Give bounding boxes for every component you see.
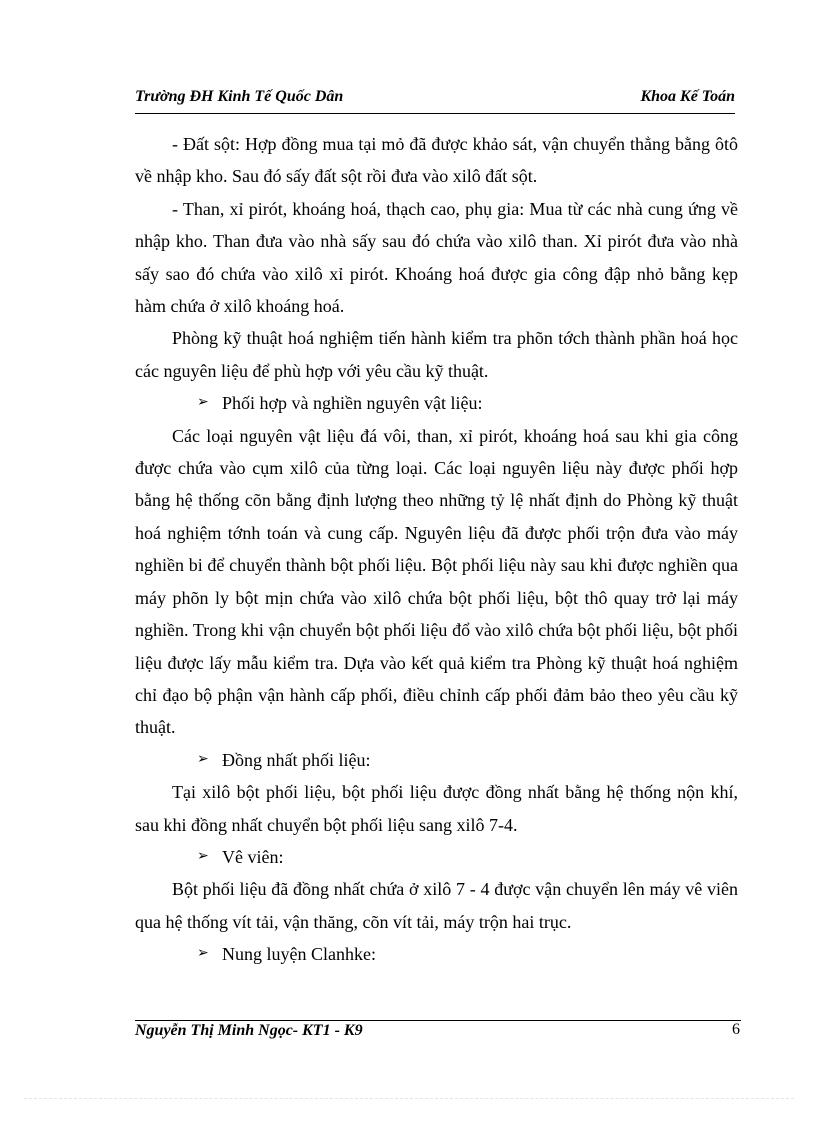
section-heading	[135, 938, 738, 970]
paragraph: Tại xilô bột phối liệu, bột phối liệu được đồng nhất bằng hệ thống nộn khí, sau khi đồng nhất chuyển bột phối liệu sang xilô 7-4.	[135, 782, 738, 835]
arrow-bullet-icon: ➢	[197, 751, 209, 767]
paragraph: Bột phối liệu đã đồng nhất chứa ở xilô 7 - 4 được vận chuyển lên máy vê viên qua hệ thống vít tải, vận thăng, cõn vít tải, máy trộn hai trục.	[135, 879, 738, 932]
paragraph: - Than, xỉ pirót, khoáng hoá, thạch cao, phụ gia: Mua từ các nhà cung ứng về nhập kho. Than đưa vào nhà sấy sau đó chứa vào xilô than. Xỉ pirót đưa vào nhà sấy sao đó chứa vào xilô xỉ pirót. Khoáng hoá được gia công đập nhỏ bằng kẹp hàm chứa ở xilô khoáng hoá.	[135, 198, 738, 317]
page-edge-line	[24, 1098, 794, 1099]
footer-author: Nguyễn Thị Minh Ngọc- KT1 - K9	[135, 1022, 363, 1039]
section-heading	[135, 744, 738, 776]
document-body	[135, 128, 738, 971]
header-university: Trường ĐH Kinh Tế Quốc Dân	[135, 88, 344, 105]
arrow-bullet-icon: ➢	[197, 946, 209, 962]
section-heading	[135, 387, 738, 419]
header-faculty: Khoa Kế Toán	[640, 88, 735, 105]
paragraph: Phòng kỹ thuật hoá nghiệm tiến hành kiểm tra phõn tớch thành phần hoá học các nguyên liệu để phù hợp với yêu cầu kỹ thuật.	[135, 328, 738, 381]
section-heading-text: Vê viên:	[222, 846, 284, 867]
page-number: 6	[732, 1021, 740, 1038]
paragraph: - Đất sột: Hợp đồng mua tại mỏ đã được khảo sát, vận chuyển thẳng bằng ôtô về nhập kho. Sau đó sấy đất sột rồi đưa vào xilô đất sột.	[135, 134, 738, 187]
arrow-bullet-icon: ➢	[197, 848, 209, 864]
section-heading	[135, 841, 738, 873]
section-heading-text: Phối hợp và nghiền nguyên vật liệu:	[222, 393, 483, 414]
section-heading-text: Đồng nhất phối liệu:	[222, 749, 371, 770]
section-heading-text: Nung luyện Clanhke:	[222, 944, 376, 965]
arrow-bullet-icon: ➢	[197, 395, 209, 411]
paragraph: Các loại nguyên vật liệu đá vôi, than, xỉ pirót, khoáng hoá sau khi gia công được chứa vào cụm xilô của từng loại. Các loại nguyên liệu này được phối hợp bằng hệ thống cõn bằng định lượng theo những tỷ lệ nhất định do Phòng kỹ thuật hoá nghiệm tớnh toán và cung cấp. Nguyên liệu đã được phối trộn đưa vào máy nghiền bi để chuyển thành bột phối liệu. Bột phối liệu này sau khi được nghiền qua máy phõn ly bột mịn chứa vào xilô chứa bột phối liệu, bột thô quay trở lại máy nghiền. Trong khi vận chuyển bột phối liệu đổ vào xilô chứa bột phối liệu, bột phối liệu được lấy mẫu kiểm tra. Dựa vào kết quả kiểm tra Phòng kỹ thuật hoá nghiệm chỉ đạo bộ phận vận hành cấp phối, điều chỉnh cấp phối đảm bảo theo yêu cầu kỹ thuật.	[135, 425, 738, 738]
page-header	[135, 82, 735, 112]
footer-divider	[135, 1020, 741, 1021]
header-divider	[135, 113, 735, 114]
